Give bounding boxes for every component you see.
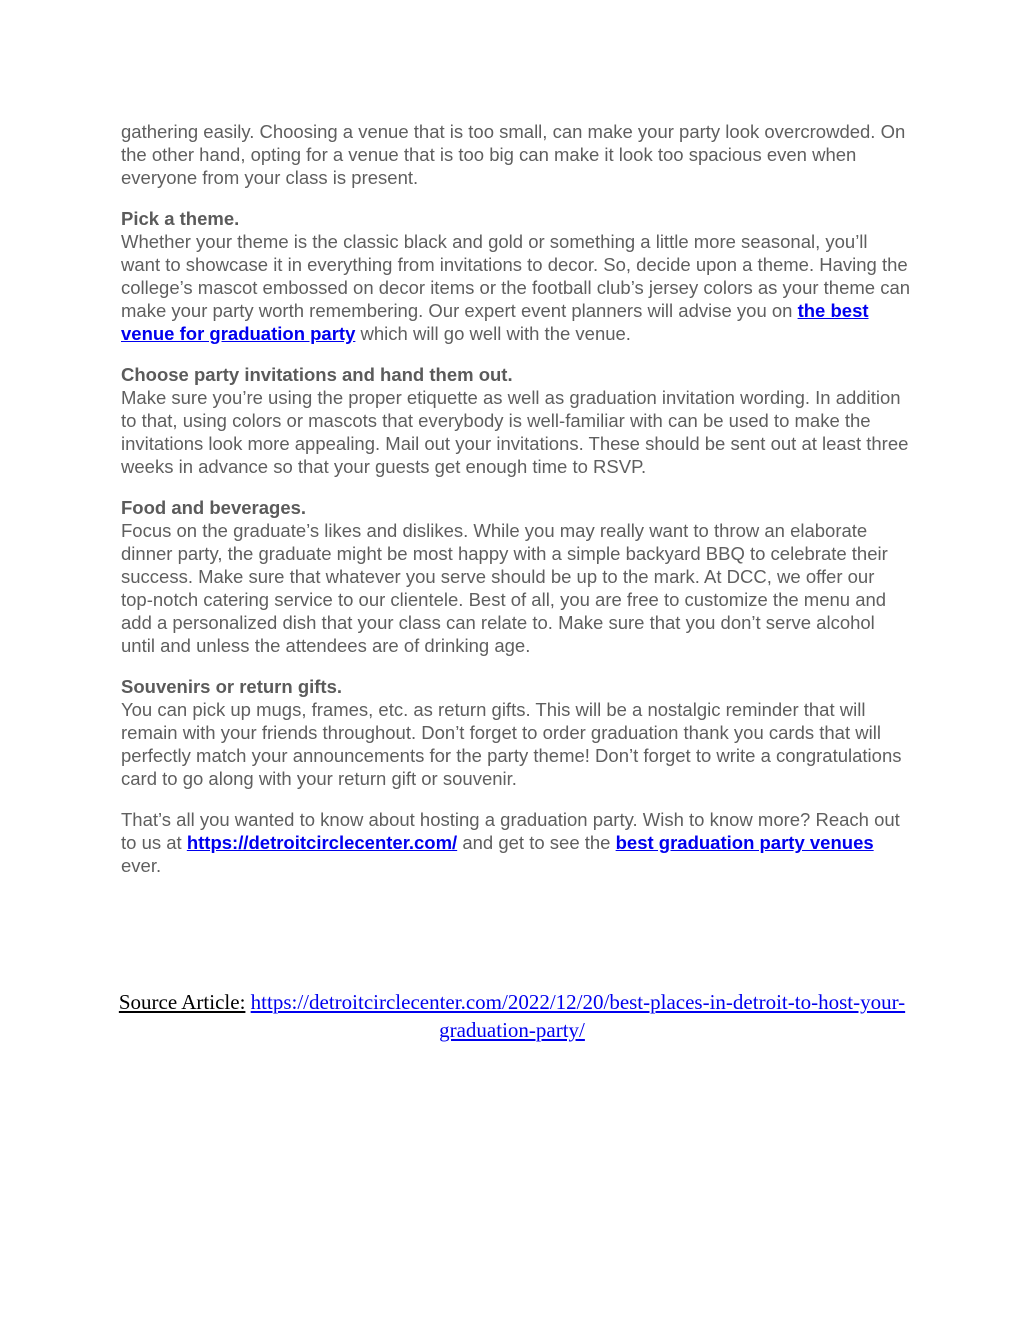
intro-paragraph: gathering easily. Choosing a venue that is too small, can make your party look overcrowded. On the other hand, opting for a venue that is too big can make it look too spacious even when everyone from your class is present. (121, 121, 906, 188)
source-article (100, 988, 924, 1044)
theme-text: Whether your theme is the classic black and gold or something a little more seasonal, you’ll want to showcase it in everything from invitations to decor. So, decide upon a theme. Having the college’s mascot embossed on decor items or the football club’s jersey colors as your theme can make your party worth remembering. Our expert event planners will advise you on (121, 231, 911, 321)
souvenirs-text: You can pick up mugs, frames, etc. as return gifts. This will be a nostalgic reminder that will remain with your friends throughout. Don’t forget to order graduation thank you cards that will perfectly match your announcements for the party theme! Don’t forget to write a congratulations card to go along with your return gift or souvenir. (121, 699, 902, 789)
theme-text-end: which will go well with the venue. (355, 323, 631, 344)
website-link[interactable]: https://detroitcirclecenter.com/ (186, 832, 458, 853)
best-venue-link[interactable]: the best venue for graduation party (121, 300, 869, 344)
source-label: Source Article: (118, 990, 246, 1014)
food-text: Focus on the graduate’s likes and dislikes. While you may really want to throw an elaborate dinner party, the graduate might be most happy with a simple backyard BBQ to celebrate their success. Make sure that whatever you serve should be up to the mark. At DCC, we offer our top-notch catering service to our clientele. Best of all, you are free to customize the menu and add a personalized dish that your class can relate to. Make sure that you don’t serve alcohol until and unless the attendees are of drinking age. (121, 520, 888, 656)
document-body (121, 120, 911, 895)
invitations-heading: Choose party invitations and hand them out. (121, 364, 513, 385)
theme-heading: Pick a theme. (121, 208, 240, 229)
invitations-section (121, 363, 911, 478)
invitations-text: Make sure you’re using the proper etiquette as well as graduation invitation wording. In addition to that, using colors or mascots that everybody is well-familiar with can be used to make the invitations look more appealing. Mail out your invitations. These should be sent out at least three weeks in advance so that your guests get enough time to RSVP. (121, 387, 909, 477)
closing-text-end: ever. (121, 855, 162, 876)
souvenirs-section (121, 675, 911, 790)
closing-text-middle: and get to see the (457, 832, 616, 853)
closing-paragraph (121, 808, 911, 877)
closing-text: That’s all you wanted to know about hosting a graduation party. Wish to know more? Reach out to us at (121, 809, 900, 853)
food-heading: Food and beverages. (121, 497, 307, 518)
best-venues-link[interactable]: best graduation party venues (615, 832, 874, 853)
theme-section (121, 207, 911, 345)
food-section (121, 496, 911, 657)
souvenirs-heading: Souvenirs or return gifts. (121, 676, 343, 697)
source-article-link[interactable]: https://detroitcirclecenter.com/2022/12/20/best-places-in-detroit-to-host-your-graduation-party/ (250, 990, 906, 1042)
